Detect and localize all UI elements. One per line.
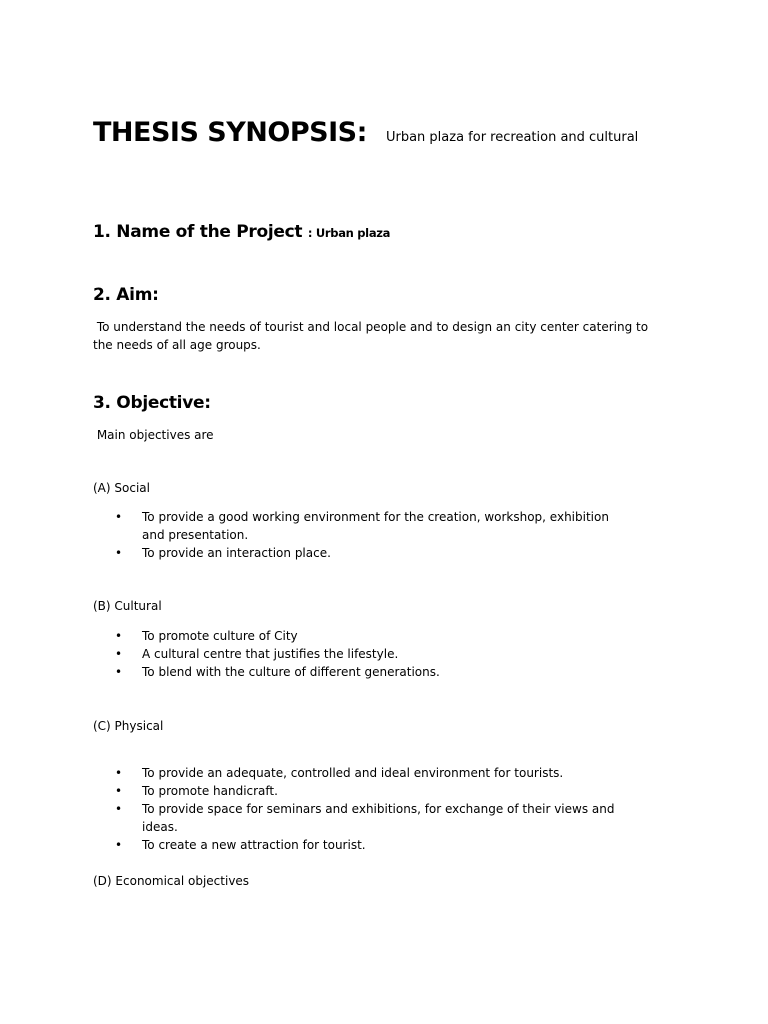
cultural-label: (B) Cultural	[93, 599, 162, 613]
document-title	[93, 117, 638, 148]
cultural-list	[93, 627, 653, 681]
title-main: THESIS SYNOPSIS:	[93, 117, 367, 148]
objective-heading: 3. Objective:	[93, 393, 211, 413]
list-item	[93, 544, 653, 562]
list-item-text: To provide a good working environment for the creation, workshop, exhibition and presentation.	[142, 510, 609, 542]
bullet-icon: •	[115, 629, 123, 643]
list-item-text: To provide space for seminars and exhibitions, for exchange of their views and ideas.	[142, 802, 615, 834]
list-item	[93, 645, 653, 663]
bullet-icon: •	[115, 647, 123, 661]
social-list	[93, 508, 653, 562]
bullet-icon: •	[115, 665, 123, 679]
aim-text: To understand the needs of tourist and local people and to design an city center catering to the needs of all age groups.	[93, 320, 652, 352]
list-item	[93, 800, 653, 836]
list-item	[93, 627, 653, 645]
list-item	[93, 836, 653, 854]
aim-heading: 2. Aim:	[93, 285, 159, 305]
bullet-icon: •	[115, 766, 123, 780]
list-item-text: To provide an adequate, controlled and ideal environment for tourists.	[142, 766, 564, 780]
objective-intro: Main objectives are	[93, 428, 214, 442]
list-item	[93, 663, 653, 681]
physical-label: (C) Physical	[93, 719, 164, 733]
social-label: (A) Social	[93, 481, 150, 495]
bullet-icon: •	[115, 510, 123, 524]
list-item-text: A cultural centre that justifies the lifestyle.	[142, 647, 399, 661]
bullet-icon: •	[115, 546, 123, 560]
bullet-icon: •	[115, 838, 123, 852]
list-item	[93, 764, 653, 782]
list-item	[93, 782, 653, 800]
economical-label: (D) Economical objectives	[93, 874, 250, 888]
bullet-icon: •	[115, 784, 123, 798]
list-item-text: To create a new attraction for tourist.	[142, 838, 366, 852]
list-item-text: To provide an interaction place.	[142, 546, 331, 560]
list-item-text: To promote handicraft.	[142, 784, 278, 798]
title-subtitle: Urban plaza for recreation and cultural	[385, 130, 639, 145]
project-name-heading	[93, 222, 390, 242]
physical-list	[93, 764, 653, 854]
list-item	[93, 508, 653, 544]
project-name-value: : Urban plaza	[307, 226, 391, 240]
project-name-label: 1. Name of the Project	[93, 222, 303, 242]
list-item-text: To blend with the culture of different generations.	[142, 665, 440, 679]
list-item-text: To promote culture of City	[142, 629, 298, 643]
bullet-icon: •	[115, 802, 123, 816]
